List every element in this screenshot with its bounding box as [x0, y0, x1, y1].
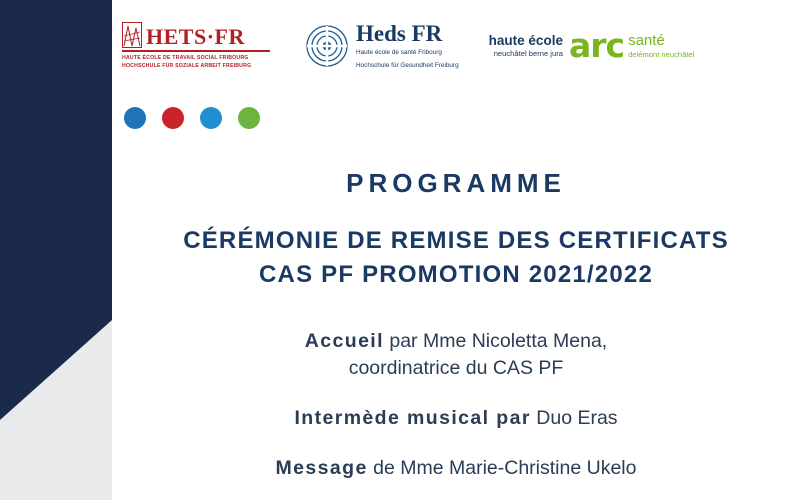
logo-he-arc-sante [488, 26, 695, 66]
arc-prefix-line1: haute école [488, 33, 563, 49]
agenda-item-rest: de Mme Marie-Christine Ukelo [367, 456, 637, 479]
agenda-item-rest: par Mme Nicoletta Mena, [383, 330, 608, 352]
arc-prefix-line2: neuchâtel berne jura [493, 48, 563, 58]
subtitle-line-1: CÉRÉMONIE DE REMISE DES CERTIFICATS [183, 227, 729, 254]
agenda-item-rest: Duo Eras [530, 406, 618, 429]
subtitle-line-2: CAS PF PROMOTION 2021/2022 [259, 261, 653, 289]
hets-subtitle-fr: HAUTE ÉCOLE DE TRAVAIL SOCIAL FRIBOURG [122, 54, 249, 61]
hets-divider [122, 50, 270, 52]
heds-subtitle-de: Hochschule für Gesundheit Freiburg [356, 61, 459, 69]
heds-subtitle-fr: Haute école de santé Fribourg [356, 48, 442, 56]
heds-circles-icon [306, 25, 348, 67]
agenda-item [112, 328, 800, 382]
dot-red-icon [162, 107, 184, 129]
agenda-item [112, 405, 800, 432]
agenda-item [112, 455, 800, 482]
hets-title: HETS·FR [146, 23, 245, 49]
page-title: PROGRAMME [346, 168, 566, 198]
agenda-list [112, 328, 800, 500]
page-subtitle [112, 224, 800, 292]
slide-content [112, 0, 800, 500]
hets-emblem-icon [122, 22, 142, 48]
agenda-item-lead: Accueil [304, 330, 384, 352]
dot-blue-1-icon [124, 107, 146, 129]
dot-green-icon [238, 107, 260, 129]
arc-suffix-line1: santé [628, 32, 665, 50]
hets-subtitle-de: HOCHSCHULE FÜR SOZIALE ARBEIT FREIBURG [122, 63, 252, 69]
arc-wordmark: arc [568, 26, 625, 66]
arc-suffix-line2: delémont neuchâtel [628, 49, 695, 59]
decorative-dots [124, 107, 260, 129]
dot-blue-2-icon [200, 107, 222, 129]
agenda-item-second-line: coordinatrice du CAS PF [348, 356, 564, 379]
logo-hets-fr [122, 22, 272, 70]
agenda-item-lead: Intermède musical par [294, 406, 531, 429]
agenda-item-lead: Message [275, 456, 368, 479]
heds-title: Heds FR [356, 20, 443, 46]
logo-heds-fr [306, 22, 459, 70]
logo-bar [112, 10, 800, 82]
